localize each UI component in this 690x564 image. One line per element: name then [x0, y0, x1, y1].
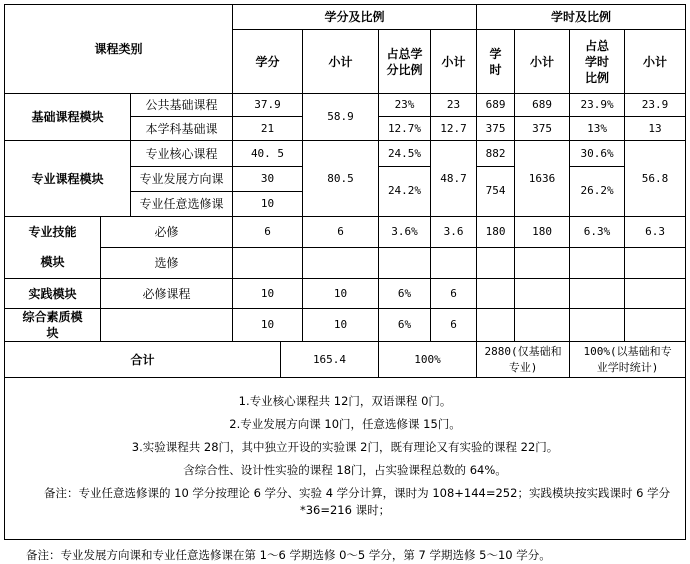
empty-cell [101, 309, 233, 342]
subtotal4-discipline-basic: 13 [625, 117, 686, 141]
subtotal4-skill-required: 6.3 [625, 216, 686, 247]
course-skill-required: 必修 [101, 216, 233, 247]
module-major: 专业课程模块 [5, 141, 131, 216]
module-skill: 专业技能模块 [5, 216, 101, 278]
credits-quality: 10 [233, 309, 303, 342]
total-label: 合计 [5, 342, 281, 378]
total-hours: 2880(仅基础和专业) [477, 342, 570, 378]
credits-public-basic: 37.9 [233, 94, 303, 117]
course-public-basic: 公共基础课程 [131, 94, 233, 117]
empty-cell [477, 247, 515, 278]
curriculum-table [4, 4, 686, 540]
hours-discipline-basic: 375 [477, 117, 515, 141]
empty-cell [625, 278, 686, 308]
ratio-public-basic: 23% [379, 94, 431, 117]
header-credit-ratio: 占总学分比例 [379, 30, 431, 94]
subtotal1-skill-required: 6 [303, 216, 379, 247]
total-hour-ratio: 100%(以基础和专业学时统计) [570, 342, 686, 378]
footer-note: 备注：专业发展方向课和专业任意选修课在第 1～6 学期选修 0～5 学分，第 7 学期选修 5～10 学分。 [26, 548, 551, 562]
note-line: 含综合性、设计性实验的课程 18门，占实验课程总数的 64%。 [183, 462, 507, 477]
credits-discipline-basic: 21 [233, 117, 303, 141]
empty-cell [515, 247, 570, 278]
empty-cell [477, 278, 515, 308]
credits-skill-required: 6 [233, 216, 303, 247]
hour-ratio-major-core: 30.6% [570, 141, 625, 166]
empty-cell [477, 309, 515, 342]
hour-ratio-public-basic: 23.9% [570, 94, 625, 117]
note-line: 备注：专业任意选修课的 10 学分按理论 6 学分、实验 4 学分计算，课时为 108+144=252；实践模块按实践课时 6 学分*36=216 课时； [43, 485, 671, 517]
credits-practice: 10 [233, 278, 303, 308]
course-major-elective: 专业任意选修课 [131, 191, 233, 216]
empty-cell [379, 247, 431, 278]
course-major-direction: 专业发展方向课 [131, 166, 233, 191]
ratio-major-core: 24.5% [379, 141, 431, 166]
ratio-practice: 6% [379, 278, 431, 308]
empty-cell [570, 278, 625, 308]
hours-major-core: 882 [477, 141, 515, 166]
empty-cell [515, 278, 570, 308]
subtotal1-basic: 58.9 [303, 94, 379, 141]
empty-cell [625, 309, 686, 342]
header-credits: 学分 [233, 30, 303, 94]
subtotal3-skill-required: 180 [515, 216, 570, 247]
course-practice-required: 必修课程 [101, 278, 233, 308]
course-major-core: 专业核心课程 [131, 141, 233, 166]
header-hours: 学时 [477, 30, 515, 94]
subtotal4-public-basic: 23.9 [625, 94, 686, 117]
subtotal1-quality: 10 [303, 309, 379, 342]
hours-public-basic: 689 [477, 94, 515, 117]
ratio-discipline-basic: 12.7% [379, 117, 431, 141]
subtotal4-major: 56.8 [625, 141, 686, 216]
notes-cell [5, 378, 686, 540]
credits-major-elective: 10 [233, 191, 303, 216]
note-line: 2.专业发展方向课 10门，任意选修课 15门。 [229, 416, 461, 431]
hour-ratio-major-direction-elective: 26.2% [570, 166, 625, 216]
course-skill-elective: 选修 [101, 247, 233, 278]
subtotal2-skill-required: 3.6 [431, 216, 477, 247]
empty-cell [233, 247, 303, 278]
total-credits: 165.4 [281, 342, 379, 378]
total-credit-ratio: 100% [379, 342, 477, 378]
subtotal3-discipline-basic: 375 [515, 117, 570, 141]
module-practice: 实践模块 [5, 278, 101, 308]
header-hour-ratio: 占总学时比例 [570, 30, 625, 94]
subtotal2-major: 48.7 [431, 141, 477, 216]
subtotal2-practice: 6 [431, 278, 477, 308]
ratio-skill-required: 3.6% [379, 216, 431, 247]
header-subtotal-2: 小计 [431, 30, 477, 94]
module-quality: 综合素质模块 [5, 309, 101, 342]
hour-ratio-discipline-basic: 13% [570, 117, 625, 141]
subtotal2-public-basic: 23 [431, 94, 477, 117]
empty-cell [431, 247, 477, 278]
module-basic: 基础课程模块 [5, 94, 131, 141]
subtotal2-discipline-basic: 12.7 [431, 117, 477, 141]
header-category: 课程类别 [5, 5, 233, 94]
header-subtotal-3: 小计 [515, 30, 570, 94]
ratio-major-direction-elective: 24.2% [379, 166, 431, 216]
empty-cell [570, 247, 625, 278]
ratio-quality: 6% [379, 309, 431, 342]
subtotal3-public-basic: 689 [515, 94, 570, 117]
note-line: 1.专业核心课程共 12门，双语课程 0门。 [238, 393, 452, 408]
subtotal3-major: 1636 [515, 141, 570, 216]
empty-cell [625, 247, 686, 278]
hour-ratio-skill-required: 6.3% [570, 216, 625, 247]
subtotal1-major: 80.5 [303, 141, 379, 216]
credits-major-core: 40. 5 [233, 141, 303, 166]
header-subtotal-1: 小计 [303, 30, 379, 94]
subtotal2-quality: 6 [431, 309, 477, 342]
credits-major-direction: 30 [233, 166, 303, 191]
subtotal1-practice: 10 [303, 278, 379, 308]
header-hour-group: 学时及比例 [477, 5, 686, 30]
hours-skill-required: 180 [477, 216, 515, 247]
note-line: 3.实验课程共 28门，其中独立开设的实验课 2门，既有理论又有实验的课程 22门。 [131, 439, 559, 454]
course-discipline-basic: 本学科基础课 [131, 117, 233, 141]
hours-major-direction-elective: 754 [477, 166, 515, 216]
empty-cell [515, 309, 570, 342]
empty-cell [570, 309, 625, 342]
header-subtotal-4: 小计 [625, 30, 686, 94]
header-credit-group: 学分及比例 [233, 5, 477, 30]
empty-cell [303, 247, 379, 278]
